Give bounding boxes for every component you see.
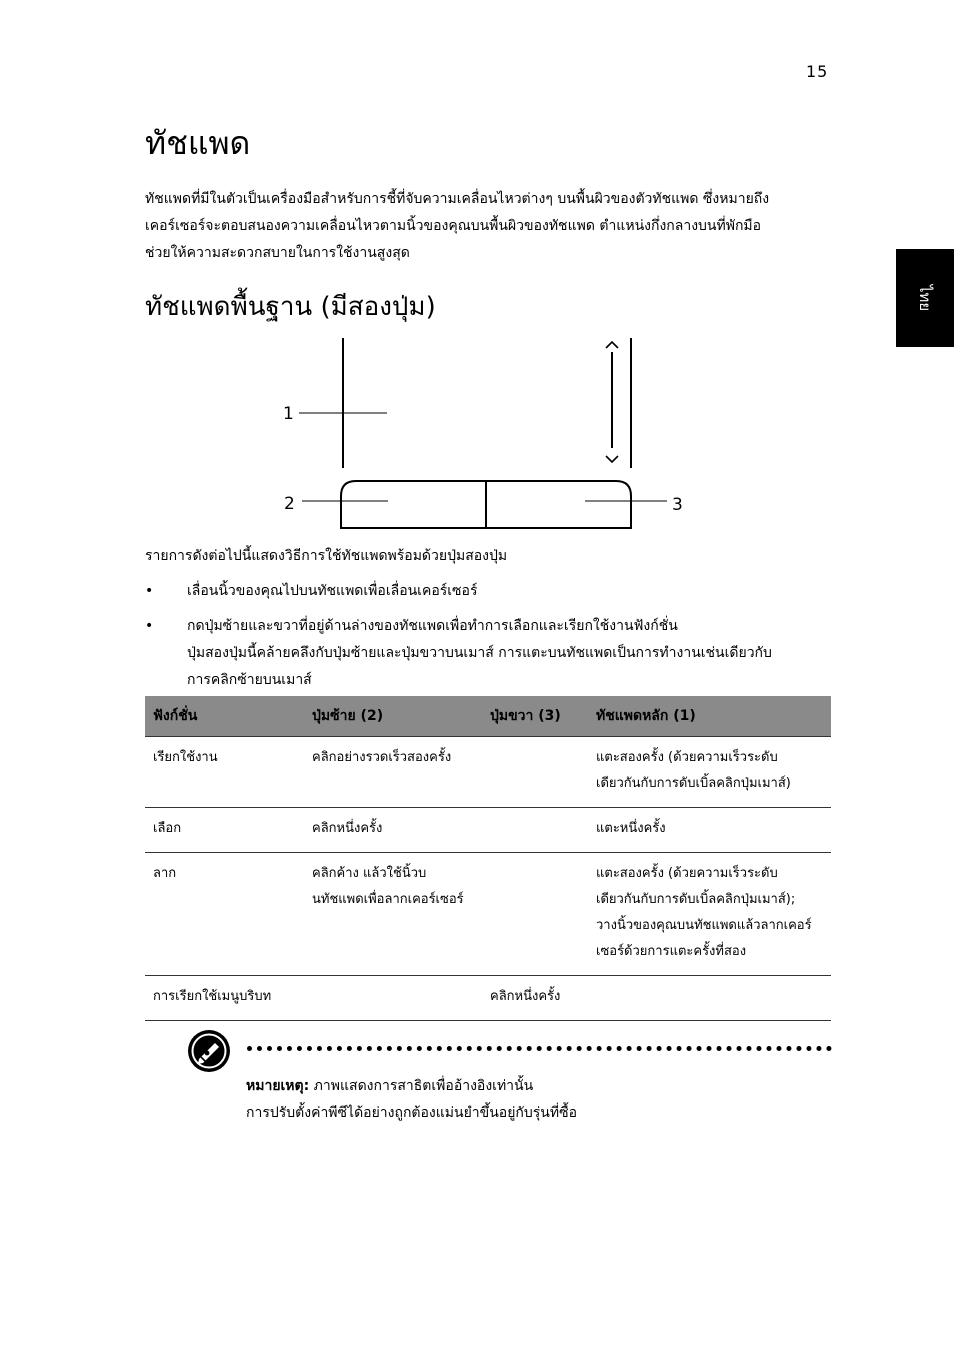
list-item-line: ปุ่มสองปุ่มนี้คล้ายคลึงกับปุ่มซ้ายและปุ่มขวาบนเมาส์ การแตะบนทัชแพดเป็นการทำงานเช่นเดียวกับ bbox=[187, 645, 772, 661]
scroll-up-arrow bbox=[606, 342, 618, 348]
list-item-line: กดปุ่มซ้ายและขวาที่อยู่ด้านล่างของทัชแพดเพื่อทำการเลือกและเรียกใช้งานฟังก์ชั่น bbox=[187, 618, 678, 634]
table-cell: แตะสองครั้ง (ด้วยความเร็วระดับ เดียวกันกับการดับเบิ้ลคลิกปุ่มเมาส์); วางนิ้วของคุณบนทัชแพดแล้วลากเคอร์ เซอร์ด้วยการแตะครั้งที่สอง bbox=[588, 853, 831, 976]
function-table bbox=[145, 696, 831, 1021]
note-label: หมายเหตุ: bbox=[246, 1078, 310, 1094]
note-icon bbox=[186, 1028, 232, 1074]
table-cell bbox=[482, 737, 588, 808]
intro-paragraph bbox=[145, 186, 835, 267]
note-line: ภาพแสดงการสาธิตเพื่ออ้างอิงเท่านั้น bbox=[309, 1078, 534, 1094]
header-function: ฟังก์ชั่น bbox=[145, 696, 304, 737]
bullet-icon: • bbox=[145, 583, 154, 599]
language-tab-label: ไทย bbox=[915, 284, 934, 312]
table-row bbox=[145, 853, 831, 976]
table-cell: คลิกหนึ่งครั้ง bbox=[304, 808, 482, 853]
intro-line: ทัชแพดที่มีในตัวเป็นเครื่องมือสำหรับการชี้ที่จับความเคลื่อนไหวต่างๆ บนพื้นผิวของตัวทัชแพด ซึ่งหมายถึง bbox=[145, 191, 770, 207]
table-cell bbox=[588, 976, 831, 1021]
subsection-title: ทัชแพดพื้นฐาน (มีสองปุ่ม) bbox=[145, 292, 436, 322]
table-cell: เลือก bbox=[145, 808, 304, 853]
header-left-button: ปุ่มซ้าย (2) bbox=[304, 696, 482, 737]
table-cell: คลิกอย่างรวดเร็วสองครั้ง bbox=[304, 737, 482, 808]
list-item-line: การคลิกซ้ายบนเมาส์ bbox=[187, 672, 312, 688]
list-item-line: เลื่อนนิ้วของคุณไปบนทัชแพดเพื่อเลื่อนเคอร์เซอร์ bbox=[187, 583, 478, 599]
language-tab bbox=[896, 249, 954, 347]
note-line: การปรับตั้งค่าพีซีได้อย่างถูกต้องแม่นยำขึ้นอยู่กับรุ่นที่ซื้อ bbox=[246, 1105, 577, 1121]
usage-list bbox=[145, 578, 835, 702]
section-title: ทัชแพด bbox=[145, 124, 251, 162]
table-cell: เรียกใช้งาน bbox=[145, 737, 304, 808]
list-item bbox=[145, 578, 835, 605]
table-cell bbox=[482, 808, 588, 853]
header-right-button: ปุ่มขวา (3) bbox=[482, 696, 588, 737]
scroll-down-arrow bbox=[606, 456, 618, 462]
table-cell: คลิกค้าง แล้วใช้นิ้วบ นทัชแพดเพื่อลากเคอร์เซอร์ bbox=[304, 853, 482, 976]
bullet-icon: • bbox=[145, 618, 154, 634]
table-cell: ลาก bbox=[145, 853, 304, 976]
callout-1: 1 bbox=[283, 404, 294, 424]
table-header-row bbox=[145, 696, 831, 737]
intro-line: เคอร์เซอร์จะตอบสนองความเคลื่อนไหวตามนิ้วของคุณบนพื้นผิวของทัชแพด ตำแหน่งกึ่งกลางบนที่พักมือ bbox=[145, 218, 762, 234]
touchpad-diagram bbox=[270, 330, 690, 535]
intro-line: ช่วยให้ความสะดวกสบายในการใช้งานสูงสุด bbox=[145, 245, 410, 261]
table-cell: แตะสองครั้ง (ด้วยความเร็วระดับ เดียวกันกับการดับเบิ้ลคลิกปุ่มเมาส์) bbox=[588, 737, 831, 808]
table-row bbox=[145, 808, 831, 853]
note-text bbox=[246, 1073, 577, 1127]
table-cell: คลิกหนึ่งครั้ง bbox=[482, 976, 588, 1021]
note-divider bbox=[247, 1046, 832, 1051]
header-main-touchpad: ทัชแพดหลัก (1) bbox=[588, 696, 831, 737]
table-cell bbox=[304, 976, 482, 1021]
table-cell bbox=[482, 853, 588, 976]
table-row bbox=[145, 737, 831, 808]
callout-3: 3 bbox=[672, 495, 683, 515]
table-row bbox=[145, 976, 831, 1021]
list-item bbox=[145, 613, 835, 694]
table-cell: การเรียกใช้เมนูบริบท bbox=[145, 976, 304, 1021]
list-lead: รายการดังต่อไปนี้แสดงวิธีการใช้ทัชแพดพร้อมด้วยปุ่มสองปุ่ม bbox=[145, 548, 508, 564]
page-number: 15 bbox=[806, 62, 829, 81]
callout-2: 2 bbox=[284, 494, 295, 514]
table-cell: แตะหนึ่งครั้ง bbox=[588, 808, 831, 853]
